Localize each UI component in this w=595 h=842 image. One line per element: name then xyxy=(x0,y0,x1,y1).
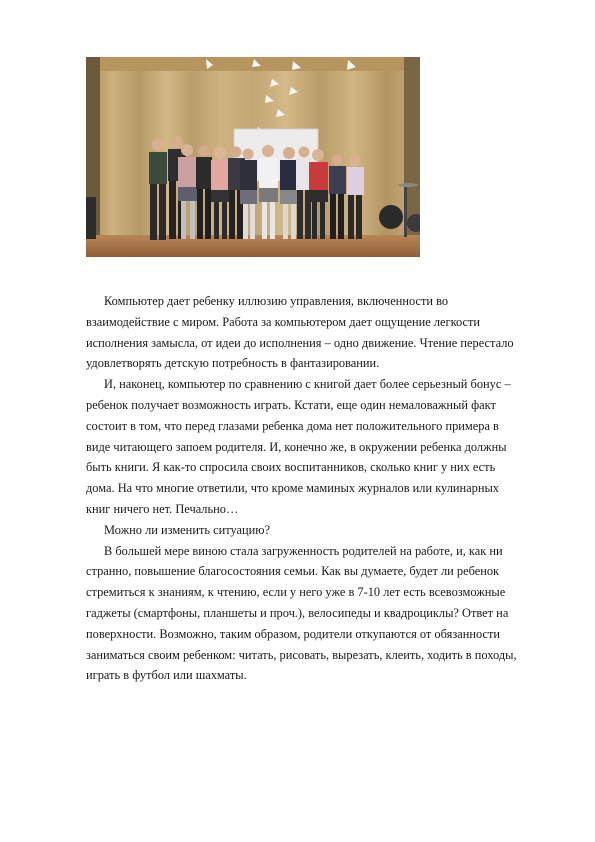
stage-photo-image xyxy=(86,57,420,257)
paragraph-3: Можно ли изменить ситуацию? xyxy=(104,522,271,537)
article-body xyxy=(86,291,526,686)
paragraph-2: И, наконец, компьютер по сравнению с книгой дает более серьезный бонус – ребенок получает возможность играть. Кстати, еще один немаловажный факт состоит в том, что перед глазами ребенка дома нет положительного примера в виде читающего запоем родителя. И, конечно же, в окружении ребенка должны быть книги. Я как-то спросила своих воспитанников, сколько книг у них есть дома. На что многие ответили, что кроме маминых журналов или кулинарных книг ничего нет. Печально… xyxy=(86,377,511,516)
paragraph-4: В большей мере виною стала загруженность родителей на работе, и, как ни странно, повышение благосостояния семьи. Как вы думаете, будет ли ребенок стремиться к знаниям, к чтению, если у него уже в 7-10 лет есть всевозможные гаджеты (смартфоны, планшеты и проч.), велосипеды и квадроциклы? Ответ на поверхности. Возможно, таким образом, родители откупаются от обязанности заниматься своим ребенком: читать, рисовать, вырезать, клеить, ходить в походы, играть в футбол или шахматы. xyxy=(86,543,517,683)
paragraph-1: Компьютер дает ребенку иллюзию управления, включенности во взаимодействие с миром. Работа за компьютером дает ощущение легкости исполнения замысла, от идеи до исполнения – одно движение. Чтение перестало удовлетворять детскую потребность в фантазировании. xyxy=(86,294,514,371)
stage-photo xyxy=(86,57,420,257)
